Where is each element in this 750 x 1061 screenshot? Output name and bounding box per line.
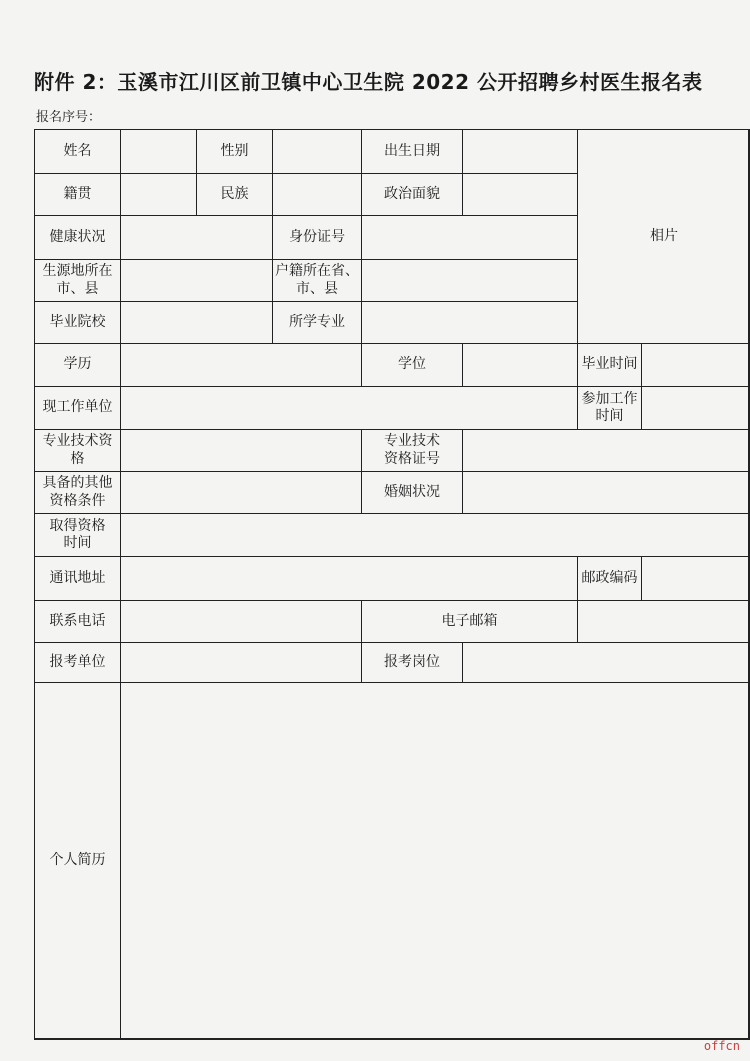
ethnicity-field[interactable]: [272, 173, 361, 215]
watermark: offcn: [703, 1039, 740, 1053]
apply-unit-label: 报考单位: [34, 642, 120, 682]
current-employer-field[interactable]: [120, 386, 577, 429]
postal-code-label: 邮政编码: [577, 556, 641, 600]
household-label-line2: 市、县: [296, 280, 338, 297]
qual-time-field[interactable]: [120, 513, 750, 556]
qual-time-label: [34, 513, 120, 556]
prof-cert-label-line2: 资格证号: [384, 450, 440, 467]
serial-number-label: 报名序号：: [36, 110, 102, 125]
major-field[interactable]: [361, 301, 577, 343]
apply-unit-field[interactable]: [120, 642, 361, 682]
gender-label: 性别: [196, 129, 272, 173]
qual-time-label-line1: 取得资格: [49, 517, 106, 534]
other-qual-label-line1: 具备的其他: [42, 475, 113, 491]
household-field[interactable]: [361, 259, 577, 301]
graduate-school-field[interactable]: [120, 301, 272, 343]
native-place-field[interactable]: [120, 173, 196, 215]
degree-label: 学位: [361, 343, 462, 386]
current-employer-label: 现工作单位: [34, 386, 120, 429]
other-qual-label-line2: 资格条件: [49, 492, 106, 509]
resume-label: 个人简历: [34, 682, 120, 1039]
apply-post-label: 报考岗位: [361, 642, 462, 682]
address-label: 通讯地址: [34, 556, 120, 600]
prof-cert-label: [361, 429, 462, 471]
prof-qual-label-line1: 专业技术资: [42, 433, 113, 449]
id-number-field[interactable]: [361, 215, 577, 259]
other-qual-field[interactable]: [120, 471, 361, 513]
health-field[interactable]: [120, 215, 272, 259]
marital-status-field[interactable]: [462, 471, 750, 513]
id-number-label: 身份证号: [272, 215, 361, 259]
political-status-label: 政治面貌: [361, 173, 462, 215]
email-label: 电子邮箱: [361, 600, 577, 642]
prof-cert-label-line1: 专业技术: [384, 433, 440, 449]
work-start-field[interactable]: [641, 386, 750, 429]
household-label: [272, 259, 361, 301]
marital-status-label: 婚姻状况: [361, 471, 462, 513]
degree-field[interactable]: [462, 343, 577, 386]
email-field[interactable]: [577, 600, 750, 642]
resume-field[interactable]: [120, 682, 750, 1039]
major-label: 所学专业: [272, 301, 361, 343]
name-field[interactable]: [120, 129, 196, 173]
household-label-line1: 户籍所在省、: [275, 263, 359, 279]
health-label: 健康状况: [34, 215, 120, 259]
prof-qual-label: [34, 429, 120, 471]
birth-date-label: 出生日期: [361, 129, 462, 173]
address-field[interactable]: [120, 556, 577, 600]
graduate-school-label: 毕业院校: [34, 301, 120, 343]
photo-box[interactable]: 相片: [577, 129, 750, 343]
phone-label: 联系电话: [34, 600, 120, 642]
ethnicity-label: 民族: [196, 173, 272, 215]
work-start-label: [577, 386, 641, 429]
graduation-time-label: 毕业时间: [577, 343, 641, 386]
native-place-label: 籍贯: [34, 173, 120, 215]
other-qual-label: [34, 471, 120, 513]
origin-city-label: [34, 259, 120, 301]
work-start-label-line1: 参加工作: [581, 390, 638, 407]
qual-time-label-line2: 时间: [63, 535, 92, 551]
prof-cert-field[interactable]: [462, 429, 750, 471]
gender-field[interactable]: [272, 129, 361, 173]
education-field[interactable]: [120, 343, 361, 386]
prof-qual-field[interactable]: [120, 429, 361, 471]
origin-city-label-line2: 市、县: [56, 280, 99, 297]
name-label: 姓名: [34, 129, 120, 173]
phone-field[interactable]: [120, 600, 361, 642]
education-label: 学历: [34, 343, 120, 386]
origin-city-label-line1: 生源地所在: [42, 263, 113, 279]
apply-post-field[interactable]: [462, 642, 750, 682]
table-right-border: [748, 129, 750, 1039]
origin-city-field[interactable]: [120, 259, 272, 301]
birth-date-field[interactable]: [462, 129, 577, 173]
work-start-label-line2: 时间: [595, 408, 624, 424]
graduation-time-field[interactable]: [641, 343, 750, 386]
postal-code-field[interactable]: [641, 556, 750, 600]
form-title: 附件 2：玉溪市江川区前卫镇中心卫生院 2022 公开招聘乡村医生报名表: [34, 70, 703, 94]
political-status-field[interactable]: [462, 173, 577, 215]
prof-qual-label-line2: 格: [70, 450, 85, 467]
table-bottom-border: [34, 1038, 750, 1040]
